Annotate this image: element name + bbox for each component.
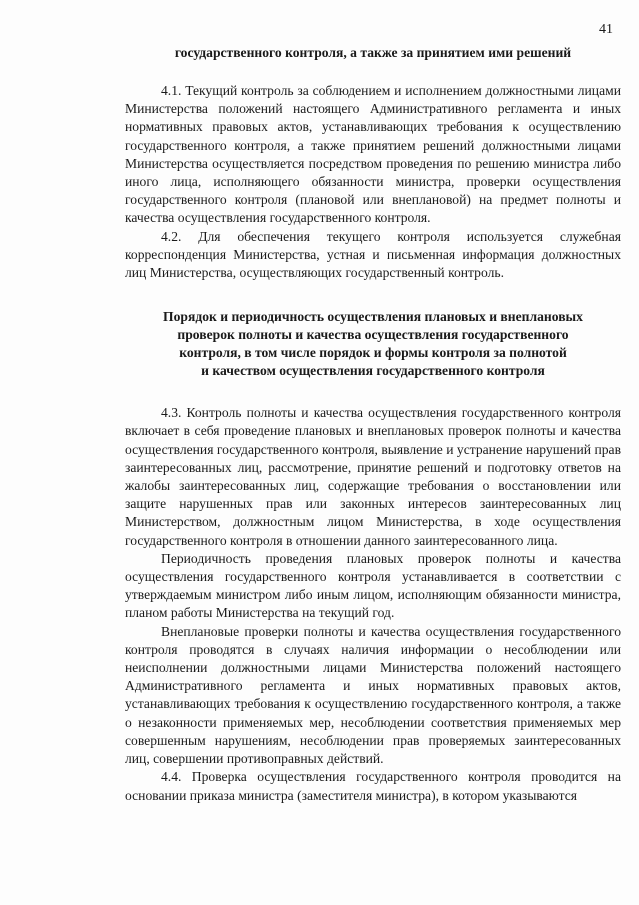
paragraph-unscheduled-checks: Внеплановые проверки полноты и качества осуществления государственного контроля проводятся в случаях наличия информации о несоблюдении или неисполнении должностными лицами Министерства положений настоящего Административного регламента и иных нормативных правовых актов, устанавливающих требования к осуществлению государственного контроля, а также о незаконности применяемых мер, несоблюдении соответствия применяемых мер совершенным нарушениям, несоблюдении прав проверяемых заинтересованных лиц, совершении противоправных действий.: [125, 623, 621, 767]
paragraph-4-1: 4.1. Текущий контроль за соблюдением и исполнением должностными лицами Министерства положений настоящего Административного регламента и иных нормативных правовых актов, устанавливающих требования к осуществлению государственного контроля, а также принятием решений должностными лицами Министерства осуществляется посредством проведения по решению министра либо иного лица, исполняющего обязанности министра, проверки осуществления государственного контроля (плановой или внеплановой) на предмет полноты и качества осуществления государственного контроля.: [125, 83, 621, 226]
section-heading-line: проверок полноты и качества осуществления государственного: [177, 327, 569, 343]
page-number: 41: [599, 22, 613, 37]
paragraph-4-2: 4.2. Для обеспечения текущего контроля используется служебная корреспонденция Министерства, устная и письменная информация должностных лиц Министерства, осуществляющих государственный контроль.: [125, 228, 621, 281]
section-heading-line: Порядок и периодичность осуществления плановых и внеплановых: [163, 309, 583, 325]
paragraph-periodicity: Периодичность проведения плановых проверок полноты и качества осуществления государственного контроля устанавливается в соответствии с утверждаемым министром либо иным лицом, исполняющим обязанности министра, планом работы Министерства на текущий год.: [125, 550, 621, 621]
section-heading-line: контроля, в том числе порядок и формы контроля за полнотой: [179, 345, 567, 361]
section-heading-line: и качеством осуществления государственного контроля: [201, 363, 545, 379]
paragraph-4-3: 4.3. Контроль полноты и качества осуществления государственного контроля включает в себя проведение плановых и внеплановых проверок полноты и качества осуществления государственного контроля, выявление и устранение нарушений прав заинтересованных лиц, рассмотрение, принятие решений и подготовку ответов на жалобы заинтересованных лиц, содержащие требования о восстановлении или защите нарушенных прав или законных интересов заинтересованных лиц Министерством, должностным лицом Министерства, в ходе осуществления государственного контроля в отношении данного заинтересованного лица.: [125, 405, 621, 548]
section-heading: [125, 308, 621, 380]
document-body: [125, 44, 621, 805]
continued-heading: государственного контроля, а также за принятием ими решений: [174, 45, 572, 60]
paragraph-4-4: 4.4. Проверка осуществления государственного контроля проводится на основании приказа министра (заместителя министра), в котором указываются: [125, 769, 621, 803]
